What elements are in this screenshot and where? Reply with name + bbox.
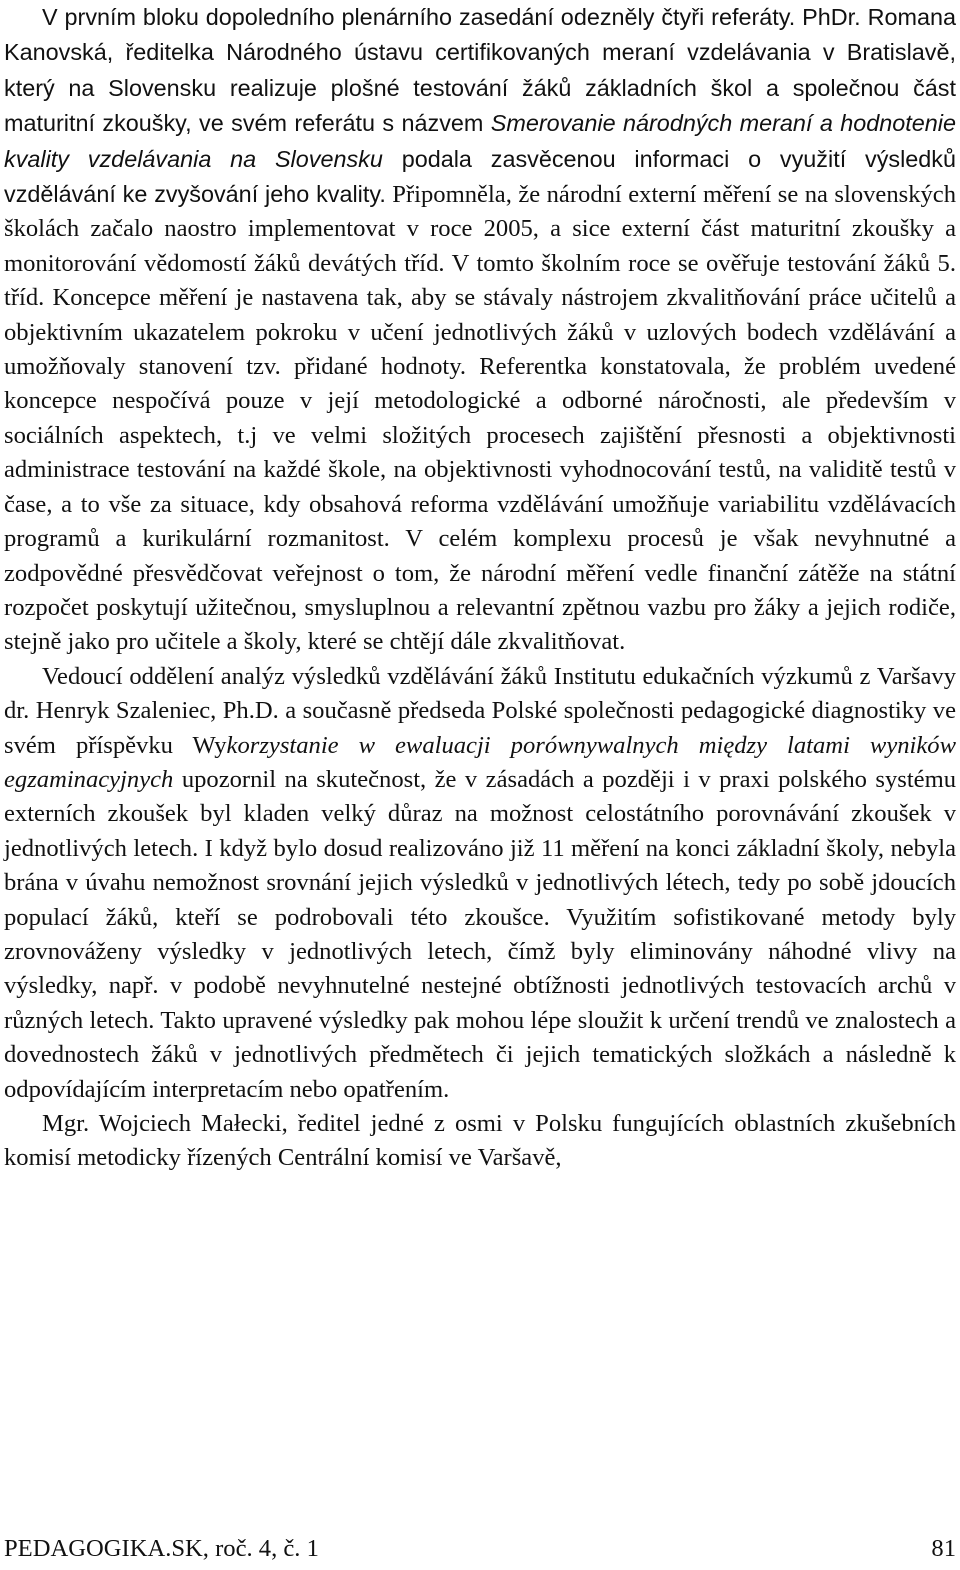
paragraph-text: Mgr. Wojciech Małecki, ředitel jedné z osmi v Polsku fungujících oblastních zkušebních komisí metodicky řízených Centrální komisí ve Varšavě, (4, 1110, 956, 1172)
article-body (4, 0, 956, 1176)
paragraph-text: podala zasvěcenou informaci o využití výsledků vzdělávání ke zvyšování jeho kvality. (4, 145, 957, 208)
paragraph-text: upozornil na skutečnost, že v zásadách a později i v praxi polského systému externích zkoušek byl kladen velký důraz na možnost celostátního porovnávání zkoušek v jednotlivých letech. I když bylo dosud realizováno již 11 měření na konci základní školy, nebyla brána v úvahu nemožnost srovnání jejich výsledků v jednotlivých létech, tedy po sobě jdoucích populací žáků, kteří se podrobovali této zkoušce. Využitím sofistikované metody byly zrovnováženy výsledky v jednotlivých letech, čímž byly eliminovány náhodné vlivy na výsledky, např. v podobě nevyhnutelné nestejné obtížnosti jednotlivých testovacích archů v různých letech. Takto upravené výsledky pak mohou lépe sloužit k určení trendů ve znalostech a dovednostech žáků v jednotlivých předmětech či jejich tematických složkách a následně k odpovídajícím interpretacím nebo opatřením. (4, 765, 956, 1103)
document-page (4, 0, 956, 1176)
referat-title: Smerovanie národných meraní a hodnotenie kvality vzdelávania na Slovensku (4, 110, 956, 172)
paragraph-szaleniec (4, 660, 956, 1107)
page-footer (4, 1532, 956, 1566)
journal-citation: PEDAGOGIKA.SK, roč. 4, č. 1 (4, 1535, 319, 1562)
paragraph-text: Vedoucí oddělení analýz výsledků vzdělávání žáků Institutu edukačních výzkumů z Varšavy dr. Henryk Szaleniec, Ph.D. a současně předseda Polské společnosti pedagogické diagnostiky ve svém příspěvku Wy (4, 662, 956, 759)
paragraph-malecki (4, 1107, 956, 1176)
paragraph-text: Připomněla, že národní externí měření se na slovenských školách začalo naostro implementovat v roce 2005, a sice externí část maturitní zkoušky a monitorování vědomostí žáků devátých tříd. V tomto školním roce se ověřuje testování žáků 5. tříd. Koncepce měření je nastavena tak, aby se stávaly nástrojem zkvalitňování práce učitelů a objektivním ukazatelem pokroku v učení jednotlivých žáků v uzlových bodech vzdělávání a umožňovaly stanovení tzv. přidané hodnoty. Referentka konstatovala, že problém uvedené koncepce nespočívá pouze v její metodologické a odborné náročnosti, ale především v sociálních aspektech, t.j ve velmi složitých procesech zajištění přesnosti a objektivnosti administrace testování na každé škole, na objektivnosti vyhodnocování testů, na validitě testů v čase, a to vše za situace, kdy obsahová reforma vzdělávání umožňuje variabilitu vzdělávacích programů a kurikulární rozmanitost. V celém komplexu procesů je však nevyhnutné a zodpovědné přesvědčovat veřejnost o tom, že národní měření vedle finanční zátěže na státní rozpočet poskytují užitečnou, smysluplnou a relevantní zpětnou vazbu pro žáky a jejich rodiče, stejně jako pro učitele a školy, které se chtějí dále zkvalitňovat. (4, 181, 957, 656)
paragraph-kanovska (4, 0, 956, 660)
paragraph-text: V prvním bloku dopoledního plenárního zasedání odezněly čtyři referáty. PhDr. Romana Kanovská, ředitelka Národného ústavu certifikovaných meraní vzdelávania v Bratislavě, který na Slovensku realizuje plošné testování žáků základních škol a společnou část maturitní zkoušky, ve svém referátu s názvem (4, 4, 956, 137)
referat-title: korzystanie w ewaluacji porównywalnych między latami wyników egzaminacyjnych (4, 731, 956, 793)
page-number: 81 (931, 1535, 956, 1562)
